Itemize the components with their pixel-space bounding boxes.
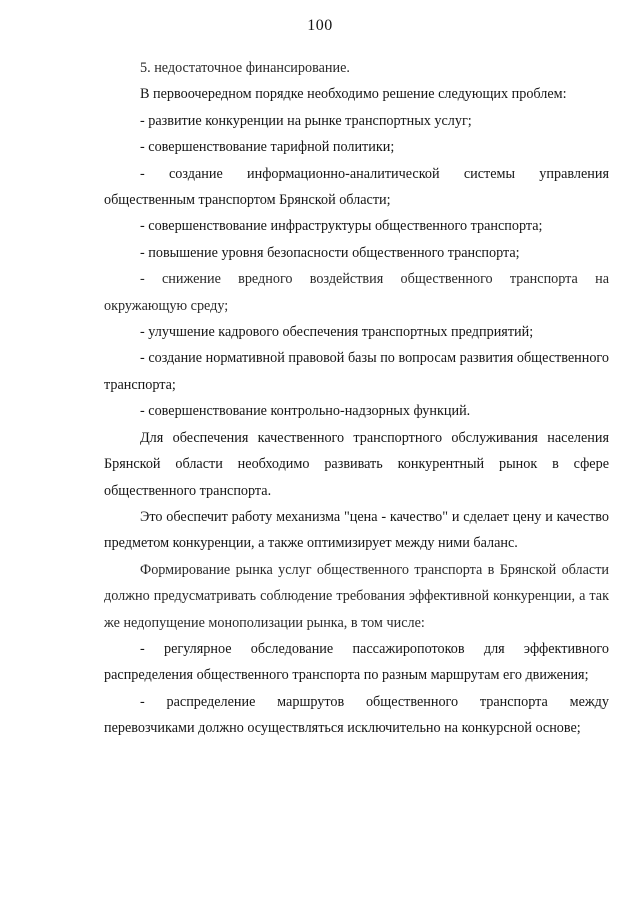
- paragraph-list-item: - снижение вредного воздействия общественного транспорта на окружающую среду;: [104, 271, 609, 314]
- paragraph-body: Для обеспечения качественного транспортного обслуживания населения Брянской области необходимо развивать конкурентный рынок в сфере общественного транспорта.: [104, 429, 609, 499]
- paragraph-list-item: - создание информационно-аналитической системы управления общественным транспортом Брянской области;: [104, 165, 609, 209]
- paragraph-intro: В первоочередном порядке необходимо решение следующих проблем:: [140, 86, 567, 103]
- page-number: 100: [307, 17, 333, 34]
- paragraph-list-item: - создание нормативной правовой базы по вопросам развития общественного транспорта;: [104, 350, 609, 393]
- paragraph-list-item: - повышение уровня безопасности общественного транспорта;: [140, 244, 520, 261]
- paragraph-body: Формирование рынка услуг общественного транспорта в Брянской области должно предусматривать соблюдение требования эффективной конкуренции, а так же недопущение монополизации рынка, в том числе:: [104, 561, 609, 631]
- document-body: [104, 55, 609, 742]
- paragraph-list-item: - совершенствование инфраструктуры общественного транспорта;: [140, 218, 543, 235]
- paragraph-list-item: - регулярное обследование пассажиропотоков для эффективного распределения общественного транспорта по разным маршрутам его движения;: [104, 640, 609, 684]
- paragraph-list-item: - улучшение кадрового обеспечения транспортных предприятий;: [140, 324, 534, 341]
- paragraph-body: Это обеспечит работу механизма "цена - качество" и сделает цену и качество предметом конкуренции, а также оптимизирует между ними баланс.: [104, 508, 609, 552]
- paragraph-list-item: - совершенствование тарифной политики;: [140, 139, 395, 156]
- paragraph-list-item: - распределение маршрутов общественного транспорта между перевозчиками должно осуществляться исключительно на конкурсной основе;: [104, 693, 609, 737]
- paragraph-list-item: 5. недостаточное финансирование.: [140, 60, 350, 76]
- paragraph-list-item: - совершенствование контрольно-надзорных функций.: [140, 403, 471, 420]
- paragraph-list-item: - развитие конкуренции на рынке транспортных услуг;: [140, 112, 472, 129]
